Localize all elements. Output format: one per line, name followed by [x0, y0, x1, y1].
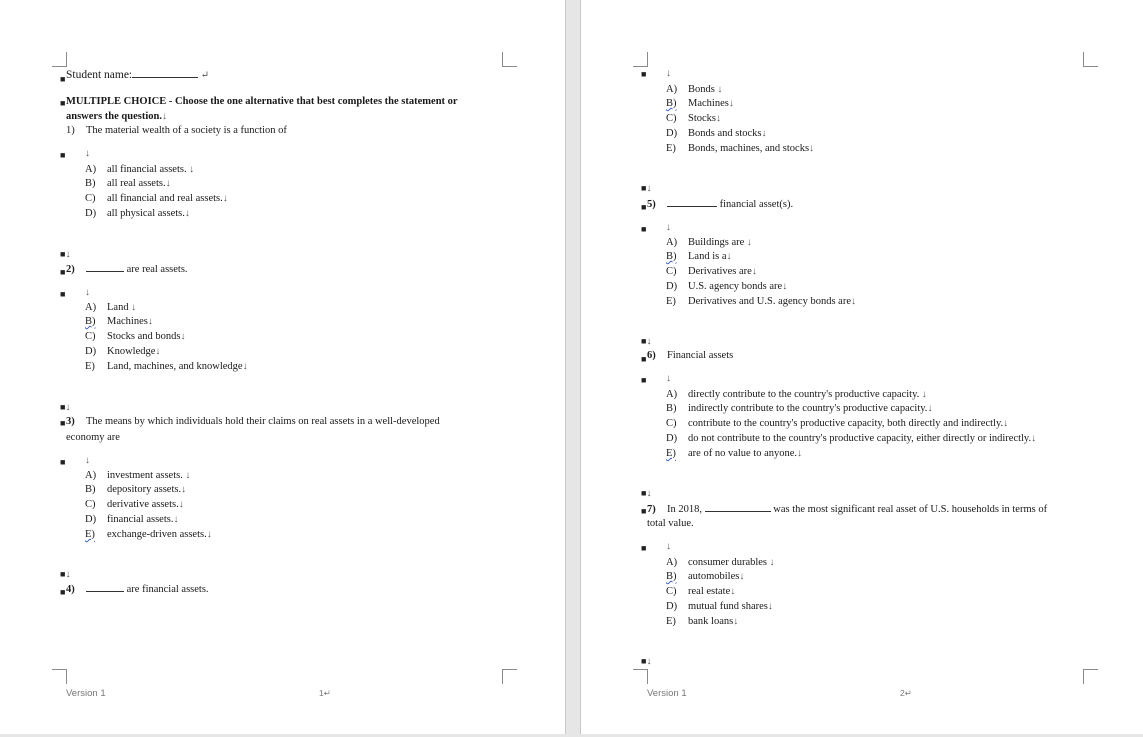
q5-option-e[interactable]: E) Derivatives and U.S. agency bonds are↓ [666, 296, 856, 307]
section-heading-line1: MULTIPLE CHOICE - Choose the one alternative that best completes the statement or [66, 96, 458, 107]
document-page-2 [581, 0, 1143, 734]
paragraph-mark: ■ [641, 506, 647, 516]
q4-option-b[interactable]: B) Machines↓ [666, 98, 734, 109]
crop-mark [52, 52, 67, 67]
paragraph-mark: ■↓ [60, 569, 71, 580]
section-heading-line2: answers the question.↓ [66, 111, 167, 122]
q4-option-a[interactable]: A) Bonds ↓ [666, 84, 723, 95]
q4-option-d[interactable]: D) Bonds and stocks↓ [666, 128, 767, 139]
paragraph-mark: ■ [60, 289, 66, 299]
question-2 [66, 262, 188, 276]
line-break-mark: ↓ [85, 148, 90, 159]
paragraph-mark: ■ [60, 457, 66, 467]
question-4 [66, 582, 209, 596]
document-page-1 [0, 0, 565, 734]
crop-mark [633, 669, 648, 684]
line-break-mark: ↓ [85, 287, 90, 298]
q7-option-a[interactable]: A) consumer durables ↓ [666, 557, 775, 568]
question-5 [647, 197, 793, 211]
question-text-line1: The means by which individuals hold their claims on real assets in a well-developed [86, 416, 440, 427]
q7-option-b[interactable]: B) automobiles↓ [666, 571, 745, 582]
paragraph-mark: ■ [641, 224, 647, 234]
paragraph-mark: ■ [641, 69, 647, 79]
q5-option-c[interactable]: C) Derivatives are↓ [666, 266, 757, 277]
q5-option-b[interactable]: B) Land is a↓ [666, 251, 732, 262]
q6-option-a[interactable]: A) directly contribute to the country's productive capacity. ↓ [666, 389, 927, 400]
question-number: 7) [647, 504, 656, 515]
question-text: financial asset(s). [719, 199, 794, 210]
paragraph-mark: ■↓ [641, 336, 652, 347]
q1-option-a[interactable]: A) all financial assets. ↓ [85, 164, 195, 175]
question-number: 5) [647, 199, 656, 210]
q7-option-c[interactable]: C) real estate↓ [666, 586, 736, 597]
page-gutter [565, 0, 566, 734]
paragraph-mark: ■↓ [641, 488, 652, 499]
crop-mark [502, 669, 517, 684]
q6-option-c[interactable]: C) contribute to the country's productive capacity, both directly and indirectly.↓ [666, 418, 1009, 429]
paragraph-mark: ■↓ [641, 183, 652, 194]
crop-mark [1083, 52, 1098, 67]
paragraph-mark: ■↓ [60, 249, 71, 260]
q4-option-e[interactable]: E) Bonds, machines, and stocks↓ [666, 143, 815, 154]
line-break-mark: ↓ [666, 222, 671, 233]
student-name-blank[interactable] [132, 68, 198, 78]
q3-option-d[interactable]: D) financial assets.↓ [85, 514, 179, 525]
q2-option-d[interactable]: D) Knowledge↓ [85, 346, 161, 357]
crop-mark [1083, 669, 1098, 684]
crop-mark [502, 52, 517, 67]
footer-version: Version 1 [66, 688, 106, 699]
q3-option-e[interactable]: E) exchange-driven assets.↓ [85, 529, 212, 540]
line-break-mark: ↓ [666, 68, 671, 79]
paragraph-mark: ■↓ [60, 402, 71, 413]
q2-option-b[interactable]: B) Machines↓ [85, 316, 153, 327]
q7-option-e[interactable]: E) bank loans↓ [666, 616, 739, 627]
question-number: 6) [647, 350, 656, 361]
crop-mark [52, 669, 67, 684]
paragraph-mark: ■↓ [641, 656, 652, 667]
line-break-mark: ↓ [666, 373, 671, 384]
q6-option-b[interactable]: B) indirectly contribute to the country's productive capacity.↓ [666, 403, 933, 414]
footer-version: Version 1 [647, 688, 687, 699]
question-text: Financial assets [667, 350, 734, 361]
q2-option-c[interactable]: C) Stocks and bonds↓ [85, 331, 186, 342]
question-text-line2: economy are [66, 432, 120, 443]
answer-blank [86, 262, 124, 272]
crop-mark [633, 52, 648, 67]
answer-blank [705, 502, 771, 512]
question-6 [647, 349, 733, 362]
q7-option-d[interactable]: D) mutual fund shares↓ [666, 601, 773, 612]
answer-blank [86, 582, 124, 592]
q6-option-d[interactable]: D) do not contribute to the country's productive capacity, either directly or indirectly.↓ [666, 433, 1037, 444]
question-number: 3) [66, 416, 75, 427]
question-text-before: In 2018, [667, 504, 702, 515]
q5-option-d[interactable]: D) U.S. agency bonds are↓ [666, 281, 788, 292]
paragraph-mark: ■ [60, 587, 66, 597]
line-break-mark: ↓ [85, 455, 90, 466]
q3-option-a[interactable]: A) investment assets. ↓ [85, 470, 191, 481]
q2-option-a[interactable]: A) Land ↓ [85, 302, 137, 313]
paragraph-mark: ■ [60, 98, 66, 108]
paragraph-mark: ■ [60, 74, 66, 84]
paragraph-mark: ■ [641, 543, 647, 553]
paragraph-mark: ■ [60, 418, 66, 428]
question-3 [66, 415, 440, 428]
paragraph-mark: ■ [60, 267, 66, 277]
question-number: 1) [66, 125, 75, 136]
question-number: 4) [66, 584, 75, 595]
student-name-label: Student name: [66, 69, 133, 81]
q1-option-d[interactable]: D) all physical assets.↓ [85, 208, 190, 219]
question-7 [647, 502, 1047, 516]
q3-option-c[interactable]: C) derivative assets.↓ [85, 499, 184, 510]
footer-page-number: 1↵ [319, 688, 331, 698]
paragraph-mark: ■ [641, 354, 647, 364]
question-text: are financial assets. [126, 584, 209, 595]
paragraph-mark: ■ [60, 150, 66, 160]
paragraph-mark: ■ [641, 375, 647, 385]
q3-option-b[interactable]: B) depository assets.↓ [85, 484, 187, 495]
question-text-line2: total value. [647, 518, 694, 529]
question-text: The material wealth of a society is a function of [86, 125, 287, 136]
q5-option-a[interactable]: A) Buildings are ↓ [666, 237, 752, 248]
paragraph-mark: ■ [641, 202, 647, 212]
q2-option-e[interactable]: E) Land, machines, and knowledge↓ [85, 361, 248, 372]
q6-option-e[interactable]: E) are of no value to anyone.↓ [666, 448, 803, 459]
question-text-after: was the most significant real asset of U.S. households in terms of [773, 504, 1048, 515]
question-1 [66, 124, 287, 137]
line-break-mark: ↓ [666, 541, 671, 552]
student-name-line[interactable]: Student name: ↵ [66, 69, 210, 81]
q1-option-c[interactable]: C) all financial and real assets.↓ [85, 193, 228, 204]
question-number: 2) [66, 264, 75, 275]
footer-page-number: 2↵ [900, 688, 912, 698]
q1-option-b[interactable]: B) all real assets.↓ [85, 178, 171, 189]
question-text: are real assets. [126, 264, 188, 275]
answer-blank [667, 197, 717, 207]
q4-option-c[interactable]: C) Stocks↓ [666, 113, 722, 124]
